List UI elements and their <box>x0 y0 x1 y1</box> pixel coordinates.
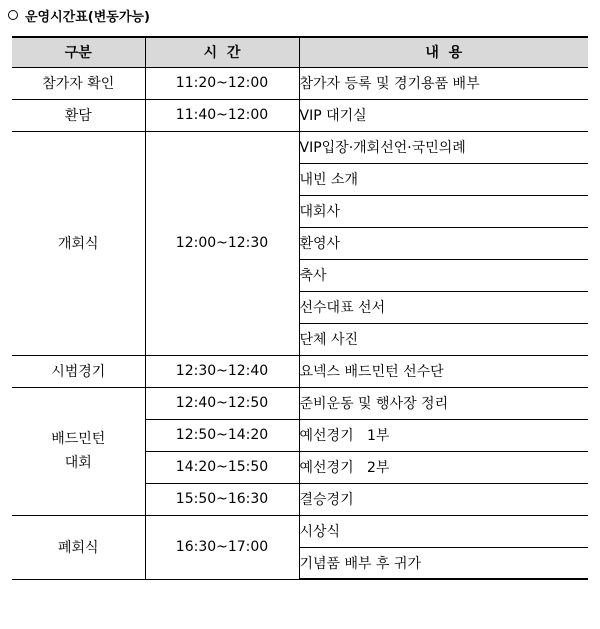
content-cell: 준비운동 및 행사장 정리 <box>299 387 588 419</box>
category-line: 배드민턴 <box>51 431 106 447</box>
category-cell: 시범경기 <box>12 355 145 387</box>
table-row <box>12 515 588 547</box>
content-cell: 대회사 <box>299 195 588 227</box>
time-cell: 16:30~17:00 <box>145 515 299 579</box>
table-row <box>12 355 588 387</box>
section-title <box>8 4 150 26</box>
header-category: 구분 <box>12 37 145 67</box>
time-cell: 12:40~12:50 <box>145 387 299 419</box>
section-title-text: 운영시간표(변동가능) <box>25 9 150 25</box>
time-cell: 12:00~12:30 <box>145 131 299 355</box>
content-cell: 요넥스 배드민턴 선수단 <box>299 355 588 387</box>
time-cell: 12:30~12:40 <box>145 355 299 387</box>
content-cell: 결승경기 <box>299 483 588 515</box>
category-cell <box>12 387 145 515</box>
schedule-table <box>12 36 588 580</box>
content-cell: 참가자 등록 및 경기용품 배부 <box>299 67 588 99</box>
category-cell: 환담 <box>12 99 145 131</box>
content-cell: 내빈 소개 <box>299 163 588 195</box>
category-line: 대회 <box>64 455 92 471</box>
table-header-row <box>12 37 588 67</box>
time-cell: 15:50~16:30 <box>145 483 299 515</box>
time-cell: 11:20~12:00 <box>145 67 299 99</box>
time-cell: 12:50~14:20 <box>145 419 299 451</box>
category-cell: 개회식 <box>12 131 145 355</box>
circle-bullet-icon <box>8 10 18 20</box>
table-row <box>12 131 588 163</box>
category-cell: 참가자 확인 <box>12 67 145 99</box>
content-cell: 예선경기 1부 <box>299 419 588 451</box>
content-cell: VIP입장·개회선언·국민의례 <box>299 131 588 163</box>
category-cell: 폐회식 <box>12 515 145 579</box>
content-cell: 선수대표 선서 <box>299 291 588 323</box>
content-cell: 축사 <box>299 259 588 291</box>
content-cell: VIP 대기실 <box>299 99 588 131</box>
content-cell: 단체 사진 <box>299 323 588 355</box>
content-cell: 시상식 <box>299 515 588 547</box>
time-cell: 14:20~15:50 <box>145 451 299 483</box>
content-cell: 예선경기 2부 <box>299 451 588 483</box>
content-cell: 환영사 <box>299 227 588 259</box>
table-row <box>12 99 588 131</box>
content-cell: 기념품 배부 후 귀가 <box>299 547 588 579</box>
time-cell: 11:40~12:00 <box>145 99 299 131</box>
table-row <box>12 387 588 419</box>
header-time: 시 간 <box>145 37 299 67</box>
header-content: 내 용 <box>299 37 588 67</box>
table-row <box>12 67 588 99</box>
